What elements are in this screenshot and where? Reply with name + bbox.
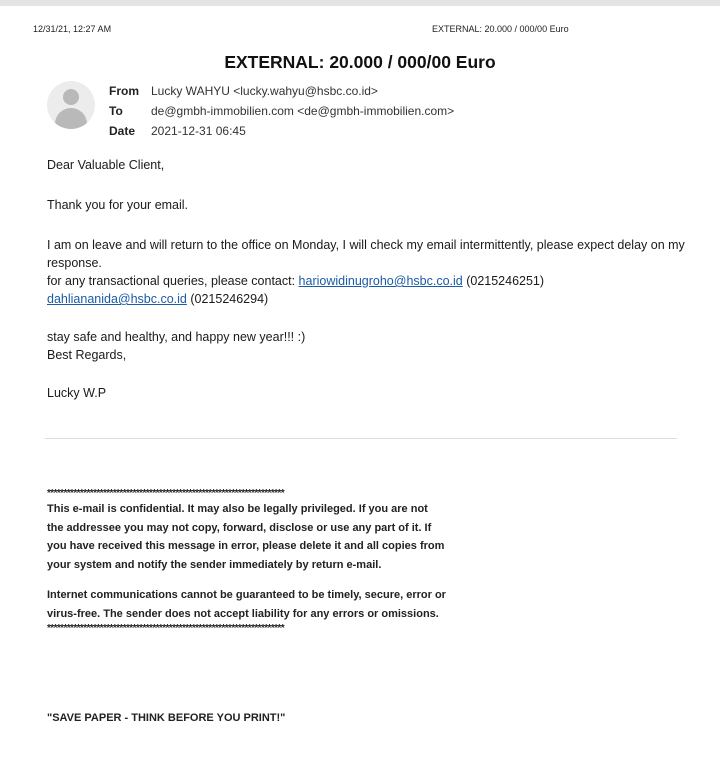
greeting: Dear Valuable Client,	[47, 158, 165, 172]
stars-bottom: ************************************************************************	[47, 623, 284, 634]
date-value: 2021-12-31 06:45	[151, 124, 246, 138]
contact1-email-link[interactable]: hariowidinugroho@hsbc.co.id	[298, 274, 463, 288]
queries-text: for any transactional queries, please contact:	[47, 274, 299, 288]
from-label: From	[109, 84, 139, 98]
top-rule	[0, 0, 720, 6]
contact2-phone: (0215246294)	[186, 292, 269, 306]
from-row	[109, 84, 454, 104]
save-paper-note: "SAVE PAPER - THINK BEFORE YOU PRINT!"	[47, 712, 286, 724]
wish-text: stay safe and healthy, and happy new year!!! :)	[47, 330, 306, 344]
thanks-text: Thank you for your email.	[47, 198, 189, 212]
to-value: de@gmbh-immobilien.com <de@gmbh-immobilien.com>	[151, 104, 455, 118]
contact1-phone: (0215246251)	[462, 274, 545, 288]
signature: Lucky W.P	[47, 386, 107, 400]
date-label: Date	[109, 124, 136, 138]
divider	[45, 438, 677, 439]
date-row	[109, 124, 454, 144]
avatar-head	[63, 89, 79, 105]
email-headers	[109, 84, 454, 144]
avatar-body	[55, 108, 87, 129]
liability-notice: Internet communications cannot be guaranteed to be timely, secure, error or virus-free. The sender does not accept liability for any errors or omissions.	[47, 589, 446, 620]
email-body	[47, 156, 687, 402]
from-value: Lucky WAHYU <lucky.wahyu@hsbc.co.id>	[151, 84, 378, 98]
to-row	[109, 104, 454, 124]
confidentiality-notice: This e-mail is confidential. It may also be legally privileged. If you are not the addressee you may not copy, forward, disclose or use any part of it. If you have received this message in error, please delete it and all copies from your system and notify the sender immediately by return e-mail.	[47, 503, 445, 571]
print-title: EXTERNAL: 20.000 / 000/00 Euro	[432, 24, 569, 34]
print-date: 12/31/21, 12:27 AM	[33, 24, 112, 34]
email-subject: EXTERNAL: 20.000 / 000/00 Euro	[224, 52, 496, 72]
disclaimer	[47, 488, 447, 635]
stars-top: ************************************************************************	[47, 488, 284, 499]
regards-text: Best Regards,	[47, 348, 127, 362]
to-label: To	[109, 104, 123, 118]
contact2-line	[47, 290, 687, 308]
sender-avatar-icon	[47, 81, 95, 129]
leave-text: I am on leave and will return to the office on Monday, I will check my email intermittently, please expect delay on my response.	[47, 238, 685, 270]
queries-line	[47, 272, 687, 290]
contact2-email-link[interactable]: dahliananida@hsbc.co.id	[47, 292, 187, 306]
